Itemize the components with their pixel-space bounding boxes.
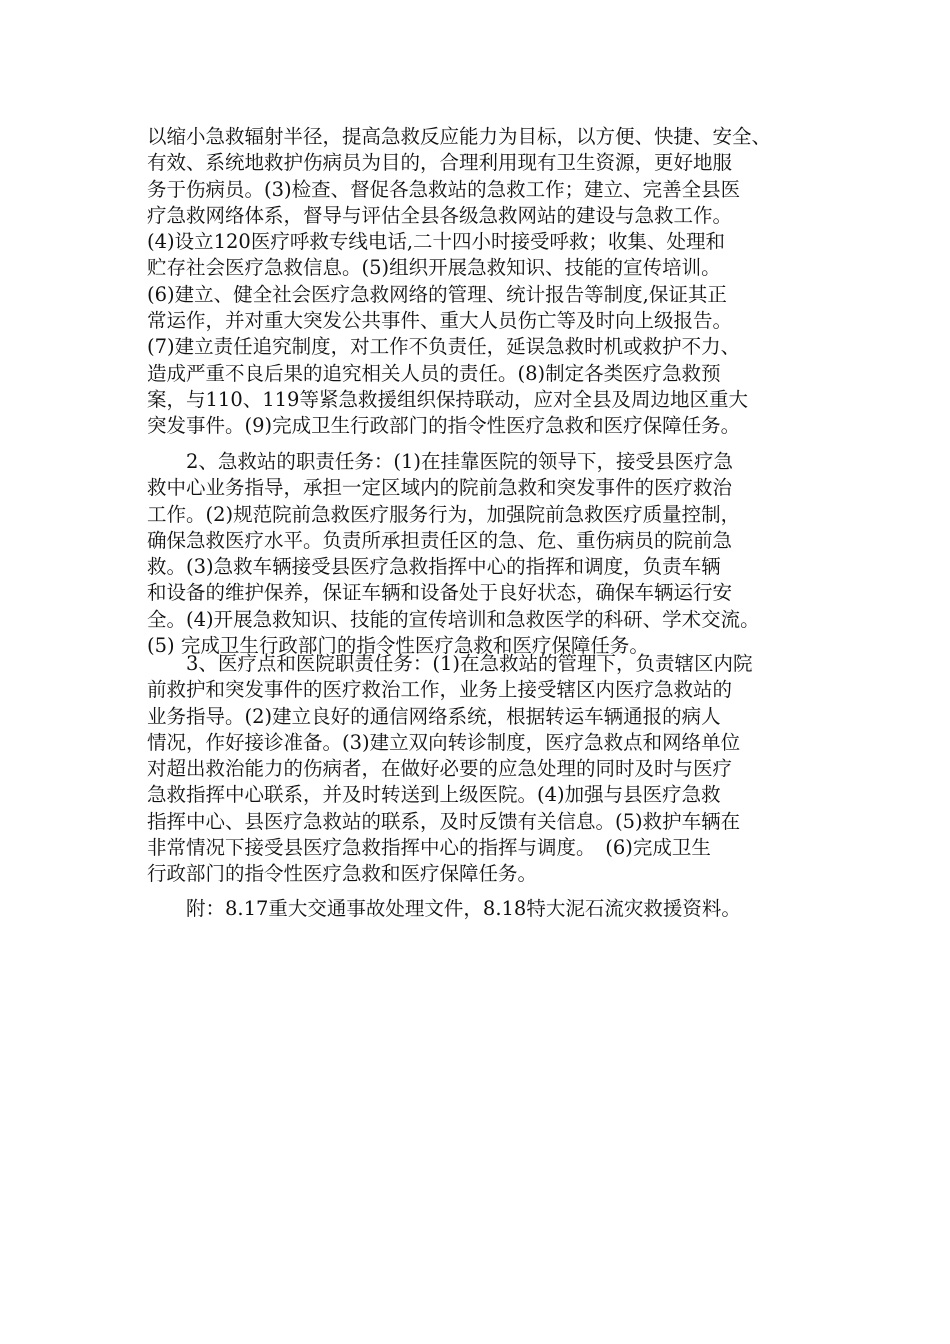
text-line: (4)设立120医疗呼救专线电话,二十四小时接受呼救；收集、处理和	[147, 230, 726, 254]
text-line: 案，与110、119等紧急救援组织保持联动，应对全县及周边地区重大	[147, 387, 748, 411]
text-line: 指挥中心、县医疗急救站的联系，及时反馈有关信息。(5)救护车辆在	[147, 809, 741, 833]
paragraph-attachment-note	[147, 896, 827, 922]
paragraph-duties-continued	[147, 124, 827, 440]
text-line: 前救护和突发事件的医疗救治工作，业务上接受辖区内医疗急救站的	[147, 678, 733, 702]
text-line: 务于伤病员。(3)检查、督促各急救站的急救工作；建立、完善全县医	[147, 177, 741, 201]
text-line: 对超出救治能力的伤病者，在做好必要的应急处理的同时及时与医疗	[147, 757, 733, 781]
text-line: (5) 完成卫生行政部门的指令性医疗急救和医疗保障任务。	[147, 634, 649, 658]
text-line: 贮存社会医疗急救信息。(5)组织开展急救知识、技能的宣传培训。	[147, 256, 721, 280]
text-line: (6)建立、健全社会医疗急救网络的管理、统计报告等制度,保证其正	[147, 282, 727, 306]
text-line: (7)建立责任追究制度，对工作不负责任，延误急救时机或救护不力、	[147, 335, 741, 359]
text-line: 造成严重不良后果的追究相关人员的责任。(8)制定各类医疗急救预	[147, 361, 721, 385]
text-line: 情况，作好接诊准备。(3)建立双向转诊制度，医疗急救点和网络单位	[147, 730, 741, 754]
text-line: 急救指挥中心联系，并及时转送到上级医院。(4)加强与县医疗急救	[147, 783, 721, 807]
text-line: 有效、系统地救护伤病员为目的，合理利用现有卫生资源，更好地服	[147, 151, 733, 175]
paragraph-first-aid-station-duties	[147, 449, 827, 659]
text-line: 救。(3)急救车辆接受县医疗急救指挥中心的指挥和调度，负责车辆	[147, 555, 721, 579]
text-line: 以缩小急救辐射半径，提高急救反应能力为目标，以方便、快捷、安全、	[147, 125, 772, 148]
text-line: 附：8.17重大交通事故处理文件，8.18特大泥石流灾救援资料。	[186, 897, 741, 920]
text-line: 确保急救医疗水平。负责所承担责任区的急、危、重伤病员的院前急	[147, 528, 733, 552]
text-line: 工作。(2)规范院前急救医疗服务行为，加强院前急救医疗质量控制，	[147, 502, 741, 526]
text-line: 3、医疗点和医院职责任务：(1)在急救站的管理下，负责辖区内院	[186, 652, 753, 675]
text-line: 救中心业务指导，承担一定区域内的院前急救和突发事件的医疗救治	[147, 476, 733, 500]
text-line: 全。(4)开展急救知识、技能的宣传培训和急救医学的科研、学术交流。	[147, 607, 760, 631]
text-line: 业务指导。(2)建立良好的通信网络系统，根据转运车辆通报的病人	[147, 704, 721, 728]
text-line: 2、急救站的职责任务：(1)在挂靠医院的领导下，接受县医疗急	[186, 450, 734, 473]
text-line: 突发事件。(9)完成卫生行政部门的指令性医疗急救和医疗保障任务。	[147, 414, 741, 438]
text-line: 常运作，并对重大突发公共事件、重大人员伤亡等及时向上级报告。	[147, 309, 733, 333]
paragraph-clinic-hospital-duties	[147, 651, 827, 888]
text-line: 行政部门的指令性医疗急救和医疗保障任务。	[147, 862, 538, 886]
text-line: 疗急救网络体系，督导与评估全县各级急救网站的建设与急救工作。	[147, 203, 733, 227]
text-line: 和设备的维护保养，保证车辆和设备处于良好状态，确保车辆运行安	[147, 581, 733, 605]
text-line: 非常情况下接受县医疗急救指挥中心的指挥与调度。 (6)完成卫生	[147, 836, 711, 860]
